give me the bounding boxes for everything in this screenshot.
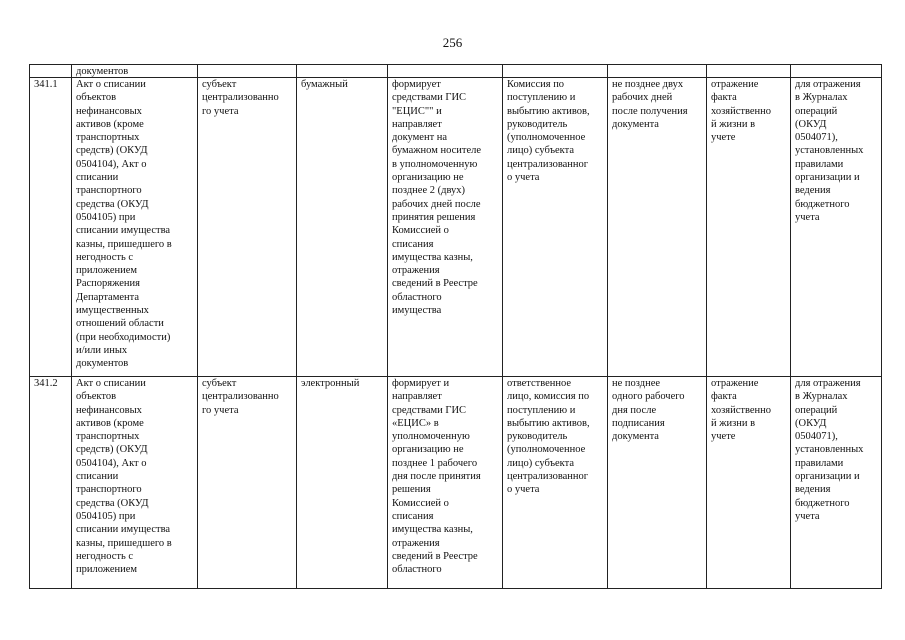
deadline-cell	[608, 65, 707, 78]
cell-text-line: "ЕЦИС"" и	[392, 105, 442, 117]
cell-text-line: средства (ОКУД	[76, 497, 149, 509]
cell-text-line: списании имущества	[76, 524, 171, 536]
row-number: 341.2	[34, 378, 58, 389]
cell-text-line: документов	[76, 358, 129, 370]
cell-text-line: дня после принятия	[392, 471, 481, 483]
cell-text-line: для отражения	[795, 79, 861, 90]
cell-text-line: направляет	[392, 391, 442, 403]
cell-text-line: Акт о списании	[76, 378, 146, 389]
cell-text-line: не позднее двух	[612, 79, 684, 90]
cell-text-line: ведения	[795, 484, 831, 496]
cell-text-line: учета	[795, 510, 820, 522]
cell-text-line: операций	[795, 404, 838, 416]
cell-text-line: списания	[392, 510, 434, 522]
cell-text-line: руководитель	[507, 118, 568, 130]
reflection-cell	[707, 65, 791, 78]
cell-text-line: го учета	[202, 105, 239, 117]
cell-text-line: в Журналах	[795, 391, 848, 403]
table-row	[30, 65, 882, 78]
issuer-cell	[198, 377, 297, 589]
cell-text-line: операций	[795, 105, 838, 117]
cell-text-line: руководитель	[507, 431, 568, 443]
cell-text-line: учета	[795, 211, 820, 223]
cell-text-line: организацию не	[392, 172, 464, 184]
cell-text-line: средств) (ОКУД	[76, 145, 148, 157]
deadline-cell	[608, 78, 707, 377]
cell-text-line: казны, пришедшего в	[76, 537, 172, 549]
cell-text-line: бюджетного	[795, 497, 850, 509]
cell-text-line: установленных	[795, 444, 864, 456]
cell-text-line: отражение	[711, 79, 759, 90]
cell-text-line: правилами	[795, 158, 844, 170]
table-row	[30, 78, 882, 377]
cell-text-line: отношений области	[76, 318, 164, 330]
page-number: 256	[442, 35, 463, 50]
responsible-cell	[503, 65, 608, 78]
cell-text-line: транспортного	[76, 185, 142, 197]
cell-text-line: приложением	[76, 564, 138, 576]
cell-text-line: списания	[392, 238, 434, 250]
issuer-cell	[198, 65, 297, 78]
cell-text-line: организации и	[795, 172, 860, 184]
document-table	[29, 64, 882, 589]
cell-text-line: правилами	[795, 457, 844, 469]
cell-text-line: объектов	[76, 391, 117, 403]
cell-text-line: приложением	[76, 265, 138, 277]
cell-text-line: факта	[711, 391, 737, 403]
cell-text-line: транспортных	[76, 132, 140, 144]
cell-text-line: списании имущества	[76, 225, 171, 237]
cell-text-line: отражение	[711, 378, 759, 389]
cell-text-line: 0504105) при	[76, 510, 136, 522]
cell-text-line: централизованно	[202, 391, 279, 403]
cell-text-line: активов (кроме	[76, 118, 144, 130]
format-cell	[297, 377, 388, 589]
reflection-cell	[707, 377, 791, 589]
cell-text-line: Департамента	[76, 291, 140, 303]
cell-text-line: транспортного	[76, 484, 142, 496]
action-cell	[388, 377, 503, 589]
cell-text-line: в уполномоченную	[392, 158, 478, 170]
document-name-cell	[72, 377, 198, 589]
cell-text-line: 0504104), Акт о	[76, 457, 147, 469]
cell-text-line: учете	[711, 132, 736, 144]
cell-text-line: средствами ГИС	[392, 404, 467, 416]
cell-text-line: активов (кроме	[76, 417, 144, 429]
cell-text-line: после получения	[612, 105, 688, 117]
cell-text-line: Комиссия по	[507, 79, 565, 90]
cell-text-line: бюджетного	[795, 198, 850, 210]
format-cell	[297, 65, 388, 78]
action-cell	[388, 78, 503, 377]
cell-text-line: 0504071),	[795, 431, 838, 443]
cell-text-line: принятия решения	[392, 211, 476, 223]
cell-text-line: сведений в Реестре	[392, 278, 478, 290]
cell-text-line: электронный	[301, 378, 360, 389]
cell-text-line: уполномоченную	[392, 431, 470, 443]
cell-text-line: «ЕЦИС» в	[392, 417, 439, 429]
responsible-cell	[503, 377, 608, 589]
cell-text-line: выбытию активов,	[507, 105, 590, 117]
cell-text-line: позднее 1 рабочего	[392, 457, 478, 469]
cell-text-line: Акт о списании	[76, 79, 146, 90]
cell-text-line: й жизни в	[711, 417, 756, 429]
document-name-cell	[72, 65, 198, 78]
action-cell	[388, 65, 503, 78]
cell-text-line: й жизни в	[711, 118, 756, 130]
document-name-cell	[72, 78, 198, 377]
cell-text-line: объектов	[76, 92, 117, 104]
cell-text-line: документа	[612, 431, 659, 443]
cell-text-line: не позднее	[612, 378, 661, 389]
cell-text-line: о учета	[507, 484, 540, 496]
cell-text-line: средств) (ОКУД	[76, 444, 148, 456]
cell-text-line: факта	[711, 92, 737, 104]
cell-text-line: лицо) субъекта	[507, 145, 574, 157]
cell-text-line: хозяйственно	[711, 105, 771, 117]
cell-text-line: 0504071),	[795, 132, 838, 144]
cell-text-line: позднее 2 (двух)	[392, 185, 466, 197]
cell-text-line: Распоряжения	[76, 278, 140, 290]
cell-text-line: рабочих дней	[612, 92, 673, 104]
cell-text-line: рабочих дней после	[392, 198, 481, 210]
cell-text-line: централизованног	[507, 471, 589, 483]
cell-text-line: организацию не	[392, 444, 464, 456]
cell-text-line: 0504104), Акт о	[76, 158, 147, 170]
row-number-cell	[30, 377, 72, 589]
cell-text-line: имущественных	[76, 305, 149, 317]
cell-text-line: одного рабочего	[612, 391, 685, 403]
cell-text-line: поступлению и	[507, 404, 576, 416]
cell-text-line: и/или иных	[76, 344, 128, 356]
cell-text-line: подписания	[612, 417, 665, 429]
row-number: 341.1	[34, 79, 58, 90]
cell-text-line: субъект	[202, 79, 237, 90]
cell-text-line: хозяйственно	[711, 404, 771, 416]
table-row	[30, 377, 882, 589]
cell-text-line: отражения	[392, 265, 440, 277]
cell-text-line: негодность с	[76, 550, 134, 562]
cell-text-line: нефинансовых	[76, 105, 142, 117]
cell-text-line: Комиссией о	[392, 225, 449, 237]
cell-text-line: имущества	[392, 305, 442, 317]
cell-text-line: бумажном носителе	[392, 145, 482, 157]
cell-text-line: имущества казны,	[392, 524, 473, 536]
format-cell	[297, 78, 388, 377]
cell-text-line: средства (ОКУД	[76, 198, 149, 210]
cell-text-line: поступлению и	[507, 92, 576, 104]
purpose-cell	[791, 78, 882, 377]
cell-text-line: (ОКУД	[795, 417, 827, 429]
responsible-cell	[503, 78, 608, 377]
cell-text-line: лицо, комиссия по	[507, 391, 590, 403]
cell-text-line: в Журналах	[795, 92, 848, 104]
reflection-cell	[707, 78, 791, 377]
cell-text-line: централизованно	[202, 92, 279, 104]
cell-text-line: отражения	[392, 537, 440, 549]
cell-text-line: учете	[711, 431, 736, 443]
cell-text-line: транспортных	[76, 431, 140, 443]
cell-text-line: дня после	[612, 404, 657, 416]
cell-text-line: лицо) субъекта	[507, 457, 574, 469]
cell-text-line: установленных	[795, 145, 864, 157]
cell-text-line: негодность с	[76, 251, 134, 263]
cell-text-line: для отражения	[795, 378, 861, 389]
cell-text-line: (уполномоченное	[507, 132, 586, 144]
cell-text-line: (при необходимости)	[76, 331, 171, 343]
cell-text-line: организации и	[795, 471, 860, 483]
deadline-cell	[608, 377, 707, 589]
cell-text-line: списании	[76, 172, 119, 184]
cell-text-line: формирует и	[392, 378, 450, 389]
row-number-cell	[30, 65, 72, 78]
cell-text-line: областного	[392, 291, 442, 303]
cell-text-line: централизованног	[507, 158, 589, 170]
cell-text-line: областного	[392, 564, 442, 576]
cell-text-line: го учета	[202, 404, 239, 416]
cell-text-line: Комиссией о	[392, 497, 449, 509]
cell-text-line: ответственное	[507, 378, 572, 389]
issuer-cell	[198, 78, 297, 377]
cell-text-line: казны, пришедшего в	[76, 238, 172, 250]
cell-text-line: средствами ГИС	[392, 92, 467, 104]
cell-text-line: 0504105) при	[76, 211, 136, 223]
row-number-cell	[30, 78, 72, 377]
cell-text-line: нефинансовых	[76, 404, 142, 416]
cell-text-line: решения	[392, 484, 431, 496]
cell-text-line: выбытию активов,	[507, 417, 590, 429]
cell-text-line: сведений в Реестре	[392, 550, 478, 562]
cell-text-line: бумажный	[301, 79, 348, 90]
cell-text-line: субъект	[202, 378, 237, 389]
cell-text-line: имущества казны,	[392, 251, 473, 263]
cell-text-line: формирует	[392, 79, 441, 90]
cell-text-line: направляет	[392, 118, 442, 130]
cell-text-line: документ на	[392, 132, 448, 144]
cell-text-line: (ОКУД	[795, 118, 827, 130]
cell-text-line: документов	[76, 66, 129, 77]
cell-text-line: документа	[612, 118, 659, 130]
purpose-cell	[791, 65, 882, 78]
cell-text-line: ведения	[795, 185, 831, 197]
purpose-cell	[791, 377, 882, 589]
cell-text-line: (уполномоченное	[507, 444, 586, 456]
cell-text-line: списании	[76, 471, 119, 483]
cell-text-line: о учета	[507, 172, 540, 184]
